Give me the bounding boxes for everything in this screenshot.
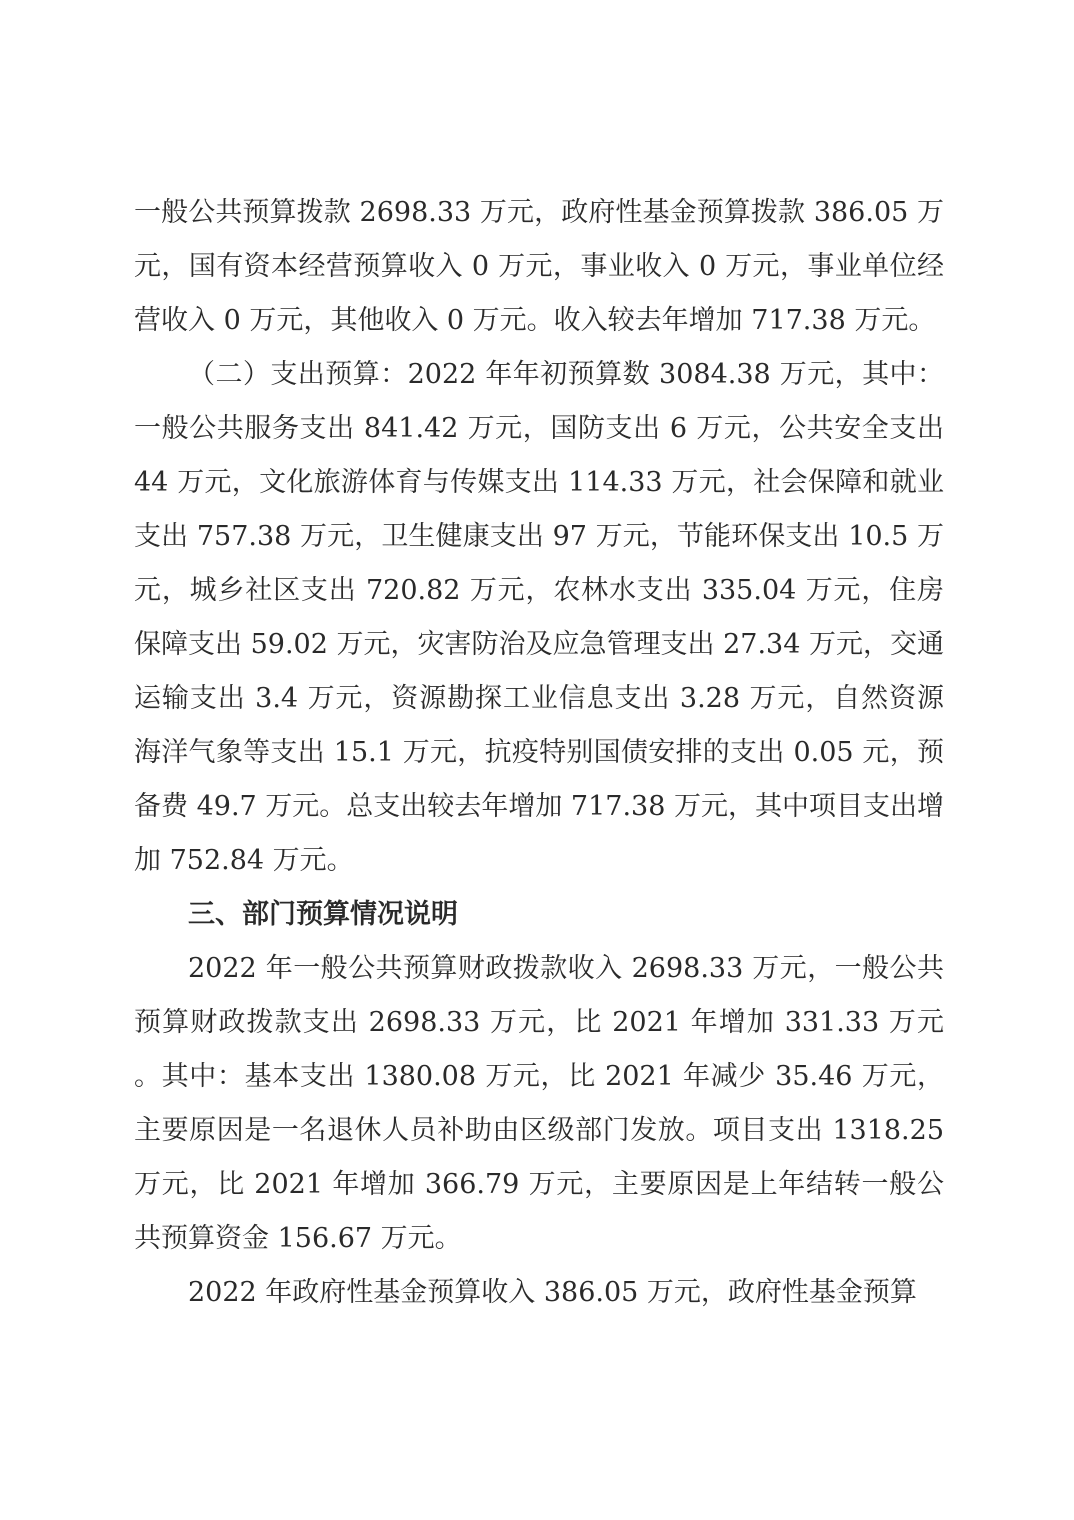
income-budget-continued-paragraph: 一般公共预算拨款 2698.33 万元，政府性基金预算拨款 386.05 万元，国有资本经营预算收入 0 万元，事业收入 0 万元，事业单位经营收入 0 万元，其他收入 0 万元。收入较去年增加 717.38 万元。 — [134, 197, 944, 336]
expenditure-budget-paragraph: （二）支出预算：2022 年年初预算数 3084.38 万元，其中：一般公共服务支出 841.42 万元，国防支出 6 万元，公共安全支出 44 万元，文化旅游体育与传媒支出 114.33 万元，社会保障和就业支出 757.38 万元，卫生健康支出 97 万元，节能环保支出 10.5 万元，城乡社区支出 720.82 万元，农林水支出 335.04 万元，住房保障支出 59.02 万元，灾害防治及应急管理支出 27.34 万元，交通运输支出 3.4 万元，资源勘探工业信息支出 3.28 万元，自然资源海洋气象等支出 15.1 万元，抗疫特别国债安排的支出 0.05 元，预备费 49.7 万元。总支出较去年增加 717.38 万元，其中项目支出增加 752.84 万元。 — [134, 359, 944, 876]
section-heading-department-budget: 三、部门预算情况说明 — [188, 899, 458, 930]
general-public-budget-paragraph: 2022 年一般公共预算财政拨款收入 2698.33 万元，一般公共预算财政拨款支出 2698.33 万元，比 2021 年增加 331.33 万元。其中：基本支出 1380.08 万元，比 2021 年减少 35.46 万元，主要原因是一名退休人员补助由区级部门发放。项目支出 1318.25 万元，比 2021 年增加 366.79 万元，主要原因是上年结转一般公共预算资金 156.67 万元。 — [134, 953, 944, 1254]
government-fund-budget-paragraph: 2022 年政府性基金预算收入 386.05 万元，政府性基金预算 — [188, 1277, 917, 1308]
document-body — [134, 186, 944, 1320]
